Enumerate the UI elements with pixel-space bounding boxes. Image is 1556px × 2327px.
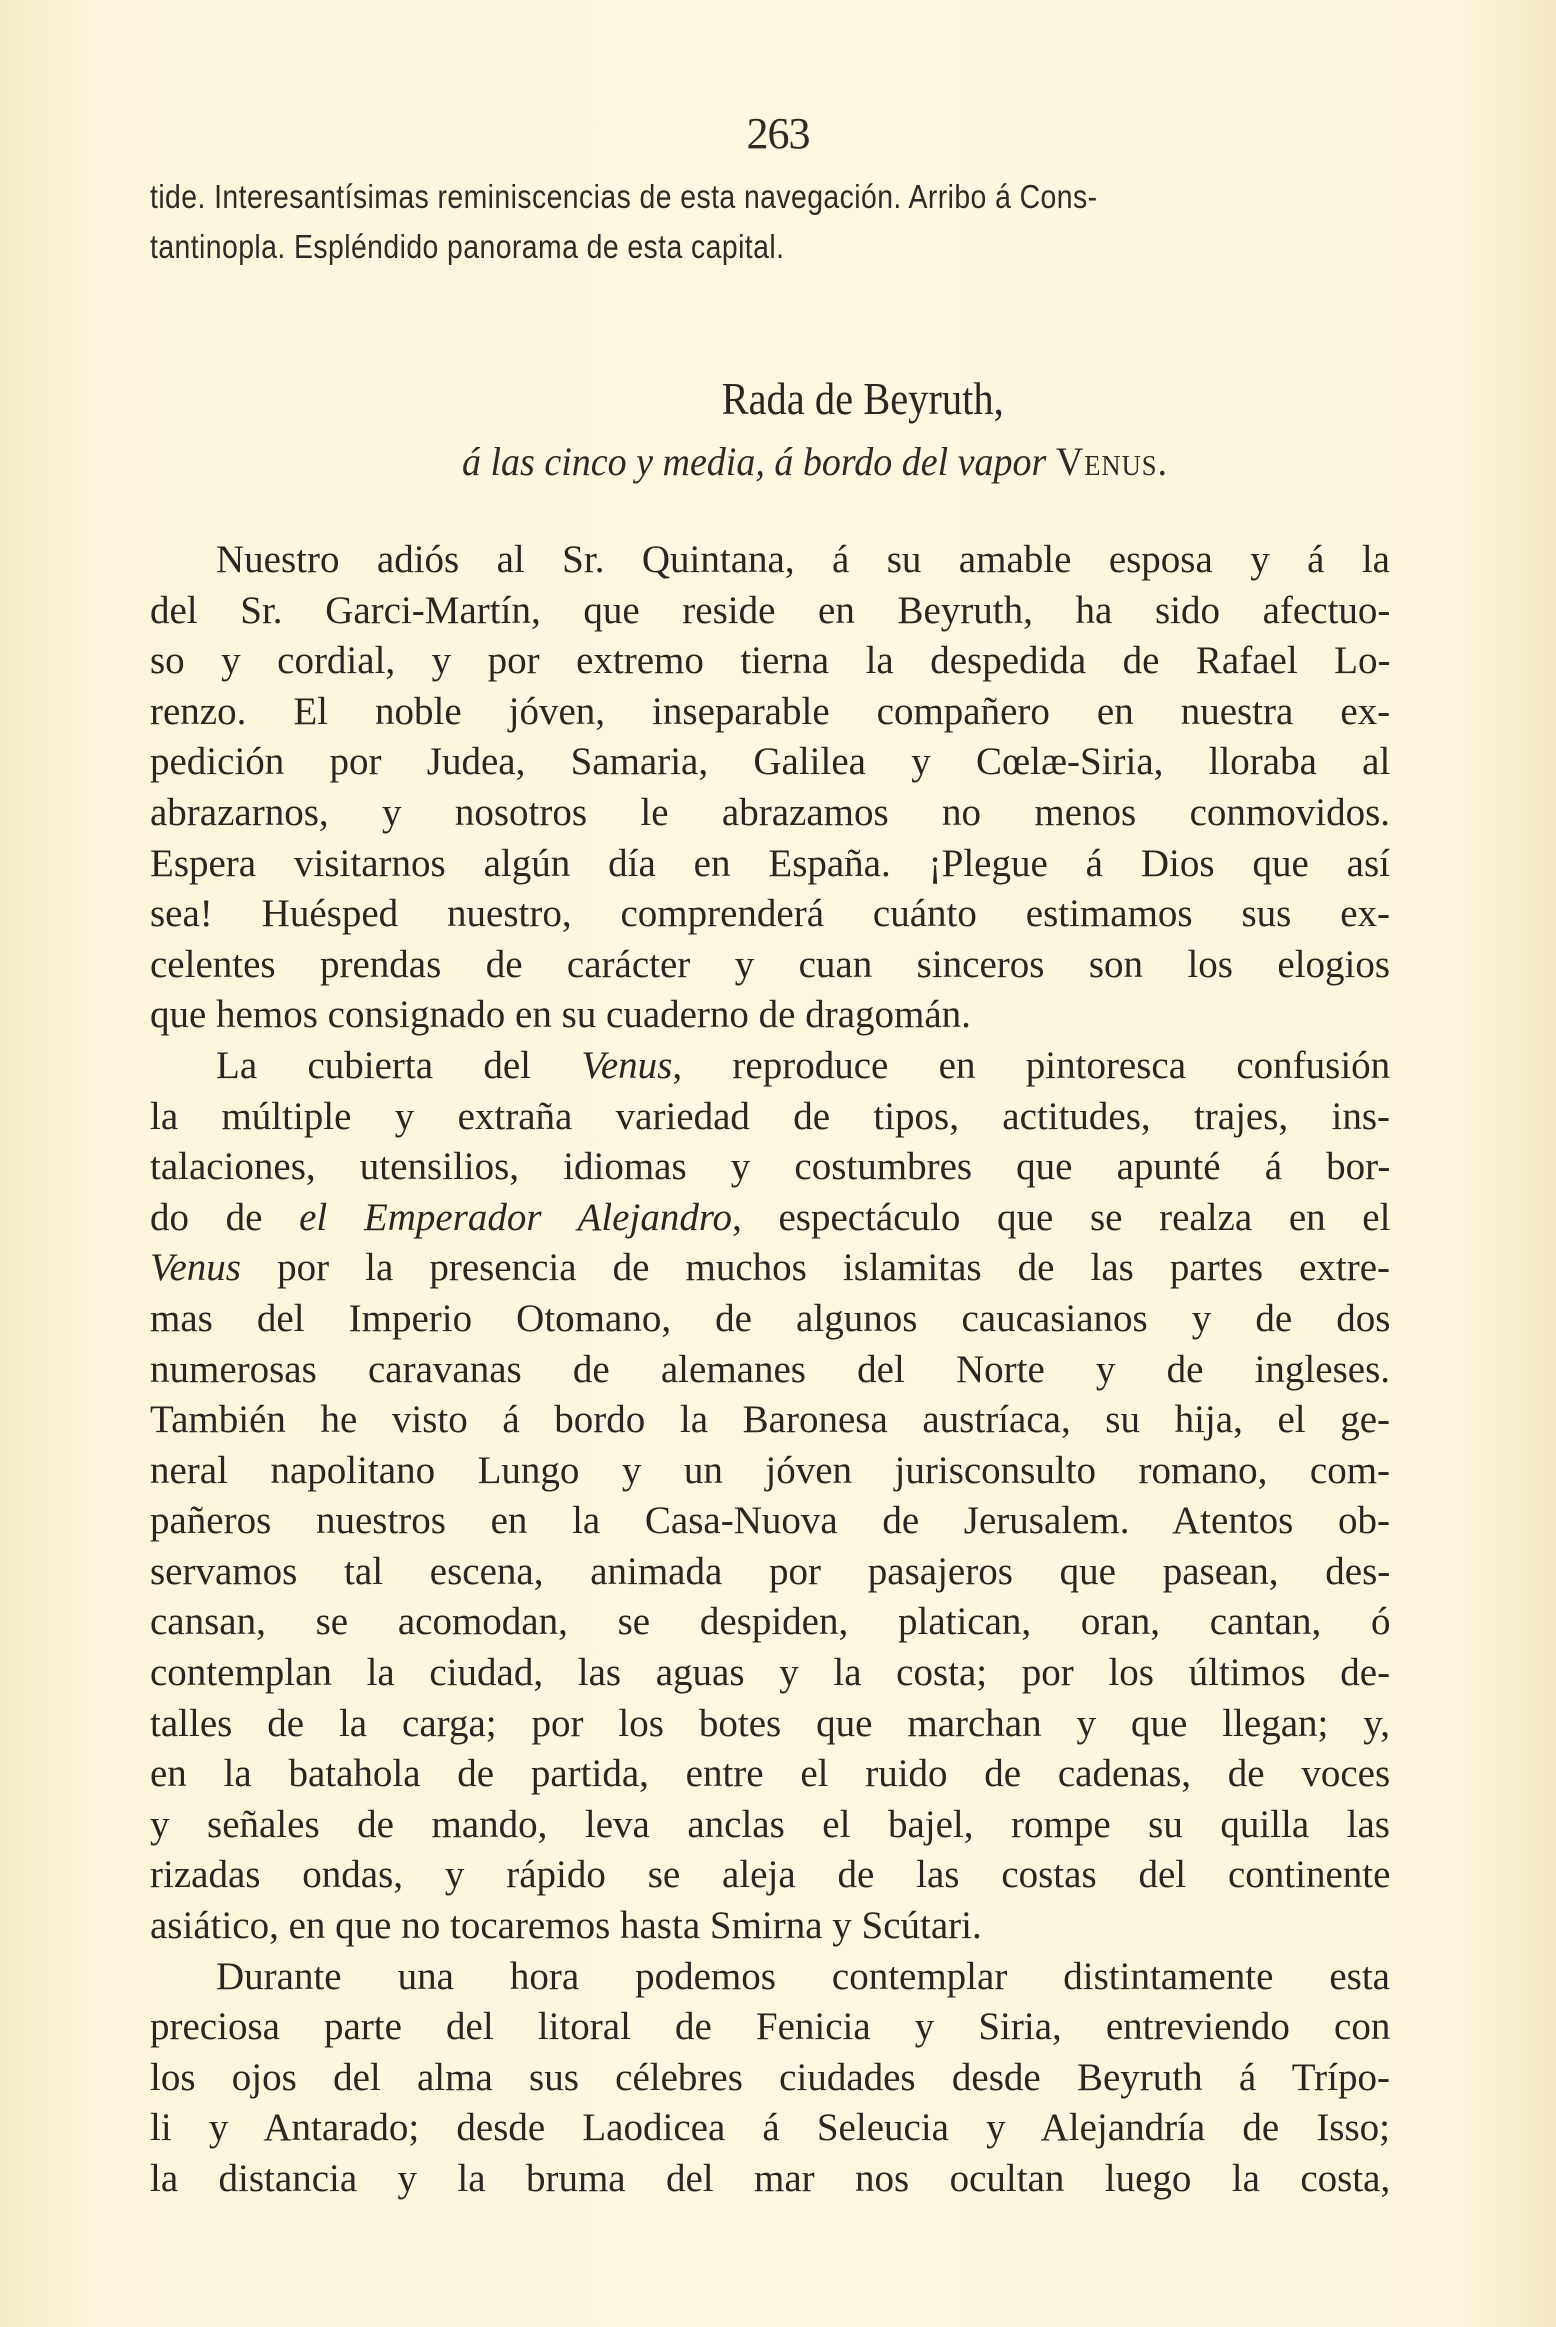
page-number: 263 [746, 109, 810, 158]
text-line [150, 1952, 1390, 2003]
text-line [150, 636, 1390, 687]
text-line [150, 1193, 1390, 1244]
text-line [150, 2002, 1390, 2053]
text-line [150, 990, 1390, 1041]
line-text: do de [150, 1195, 300, 1239]
line-text: También he visto á bordo la Baronesa austríaca, su hija, el ge- [150, 1398, 1390, 1442]
line-text: servamos tal escena, animada por pasajeros que pasean, des- [150, 1549, 1391, 1593]
line-text: la múltiple y extraña variedad de tipos, actitudes, trajes, ins- [150, 1094, 1390, 1138]
text-line [150, 788, 1390, 839]
line-text: del Sr. Garci-Martín, que reside en Beyruth, ha sido afectuo- [150, 588, 1391, 632]
line-text: renzo. El noble jóven, inseparable compañero en nuestra ex- [150, 689, 1391, 733]
text-line [150, 1243, 1390, 1294]
line-text: los ojos del alma sus célebres ciudades desde Beyruth á Trípo- [150, 2055, 1390, 2099]
text-line [150, 940, 1390, 991]
text-line [150, 1092, 1390, 1143]
text-line [150, 1446, 1390, 1497]
line-text: talles de la carga; por los botes que marchan y que llegan; y, [150, 1701, 1390, 1745]
ship-name: Venus. [1055, 439, 1168, 484]
text-line [150, 586, 1390, 637]
body-text [150, 535, 1390, 2205]
text-line [150, 1496, 1390, 1547]
line-text: y señales de mando, leva anclas el bajel, rompe su quilla las [150, 1802, 1390, 1846]
line-text: pedición por Judea, Samaria, Galilea y Cœlæ-Siria, lloraba al [150, 740, 1391, 784]
chapter-summary [150, 172, 1440, 272]
line-text: asiático, en que no tocaremos hasta Smirna y Scútari. [150, 1904, 982, 1948]
text-line [150, 2103, 1390, 2154]
line-text: contemplan la ciudad, las aguas y la costa; por los últimos de- [150, 1651, 1391, 1695]
text-line [150, 1547, 1390, 1598]
line-text: , reproduce en pintoresca confusión [672, 1043, 1391, 1087]
section-heading: Rada de Beyruth, [721, 373, 1004, 424]
text-line [150, 2154, 1390, 2205]
line-text: preciosa parte del litoral de Fenicia y Siria, entreviendo con [150, 2005, 1391, 2049]
italic-title: Venus [581, 1043, 673, 1087]
text-line [150, 889, 1390, 940]
text-line [150, 1800, 1390, 1851]
line-text: sea! Huésped nuestro, comprenderá cuánto estimamos sus ex- [150, 892, 1391, 936]
summary-line: tantinopla. Espléndido panorama de esta capital. [150, 228, 785, 265]
line-text: pañeros nuestros en la Casa-Nuova de Jerusalem. Atentos ob- [150, 1499, 1390, 1543]
text-line [150, 1699, 1390, 1750]
text-line [150, 1142, 1390, 1193]
line-text: abrazarnos, y nosotros le abrazamos no menos conmovidos. [150, 790, 1390, 834]
text-line [150, 1901, 1390, 1952]
line-text: rizadas ondas, y rápido se aleja de las costas del continente [150, 1853, 1391, 1897]
italic-title: Venus [150, 1246, 241, 1290]
line-text: La cubierta del [216, 1043, 582, 1087]
text-line [150, 737, 1390, 788]
line-text: celentes prendas de carácter y cuan sinceros son los elogios [150, 942, 1391, 986]
line-text: so y cordial, y por extremo tierna la despedida de Rafael Lo- [150, 639, 1391, 683]
line-text: la distancia y la bruma del mar nos ocultan luego la costa, [150, 2157, 1391, 2200]
text-line [150, 1597, 1390, 1648]
text-line [150, 2053, 1390, 2104]
text-line [150, 839, 1390, 890]
text-line [150, 1041, 1390, 1092]
section-subtitle [462, 438, 1168, 485]
line-text: Durante una hora podemos contemplar distintamente esta [216, 1954, 1390, 1998]
text-line [150, 1648, 1390, 1699]
line-text: Espera visitarnos algún día en España. ¡Plegue á Dios que así [150, 841, 1390, 885]
subtitle-text: á las cinco y media, á bordo del vapor [462, 439, 1056, 484]
line-text: talaciones, utensilios, idiomas y costumbres que apunté á bor- [150, 1145, 1391, 1189]
line-text: li y Antarado; desde Laodicea á Seleucia y Alejandría de Isso; [150, 2106, 1390, 2150]
italic-title: el Emperador Alejandro [299, 1195, 733, 1239]
line-text: que hemos consignado en su cuaderno de dragomán. [150, 993, 971, 1037]
line-text: en la batahola de partida, entre el ruido de cadenas, de voces [150, 1752, 1391, 1796]
summary-line: tide. Interesantísimas reminiscencias de esta navegación. Arribo á Cons- [150, 178, 1098, 215]
line-text: , espectáculo que se realza en el [732, 1195, 1391, 1239]
line-text: numerosas caravanas de alemanes del Norte y de ingleses. [150, 1347, 1390, 1391]
line-text: cansan, se acomodan, se despiden, platican, oran, cantan, ó [150, 1600, 1391, 1644]
text-line [150, 1345, 1390, 1396]
line-text: mas del Imperio Otomano, de algunos caucasianos y de dos [150, 1296, 1391, 1340]
text-line [150, 687, 1390, 738]
line-text: Nuestro adiós al Sr. Quintana, á su amable esposa y á la [216, 538, 1390, 581]
text-line [150, 1294, 1390, 1345]
text-line [150, 1395, 1390, 1446]
text-line [150, 1749, 1390, 1800]
text-line [150, 535, 1390, 586]
text-line [150, 1850, 1390, 1901]
line-text: por la presencia de muchos islamitas de las partes extre- [241, 1246, 1390, 1290]
line-text: neral napolitano Lungo y un jóven jurisconsulto romano, com- [150, 1448, 1391, 1492]
